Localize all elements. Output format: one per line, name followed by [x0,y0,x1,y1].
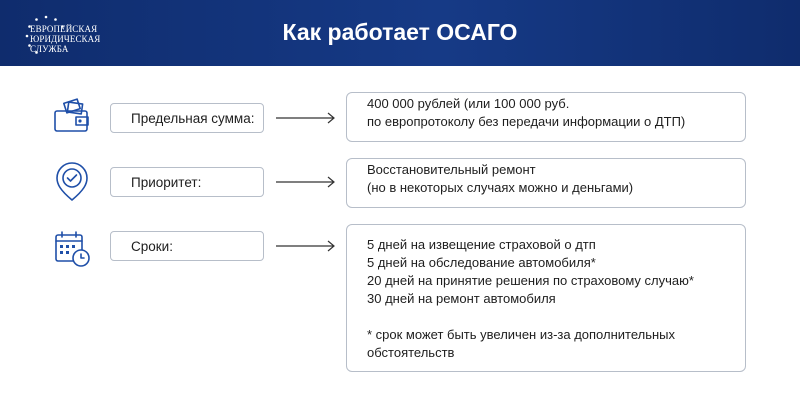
arrow-right-icon [275,240,337,252]
info-line: 30 дней на ремонт автомобиля [367,291,556,306]
info-line: по европротоколу без передачи информации о ДТП) [367,114,686,129]
note-line: * срок может быть увеличен из-за дополнительных [367,327,676,342]
logo-line-1: ЕВРОПЕЙСКАЯ [30,24,98,34]
spacer [367,308,745,326]
label-deadlines-text: Сроки: [131,239,173,254]
info-line: Восстановительный ремонт [367,162,536,177]
header-bar [0,0,800,66]
label-priority-text: Приоритет: [131,175,202,190]
info-line: 5 дней на извещение страховой о дтп [367,237,596,252]
info-box-max-sum [346,92,746,142]
label-max-sum-text: Предельная сумма: [131,111,255,126]
label-deadlines [110,231,264,261]
shield-check-icon [52,160,92,204]
logo-line-3: СЛУЖБА [30,44,69,54]
info-line: (но в некоторых случаях можно и деньгами) [367,180,634,195]
wallet-icon [52,95,92,139]
info-line: 20 дней на принятие решения по страховому случаю* [367,273,694,288]
arrow-right-icon [275,112,337,124]
info-line: 400 000 рублей (или 100 000 руб. [367,96,570,111]
note-line: обстоятельств [367,345,455,360]
calendar-clock-icon [52,228,92,272]
info-box-priority [346,158,746,208]
label-priority [110,167,264,197]
label-max-sum [110,103,264,133]
page-title: Как работает ОСАГО [282,19,518,45]
arrow-right-icon [275,176,337,188]
info-box-deadlines [346,224,746,372]
logo-line-2: ЮРИДИЧЕСКАЯ [30,34,101,44]
info-line: 5 дней на обследование автомобиля* [367,255,596,270]
